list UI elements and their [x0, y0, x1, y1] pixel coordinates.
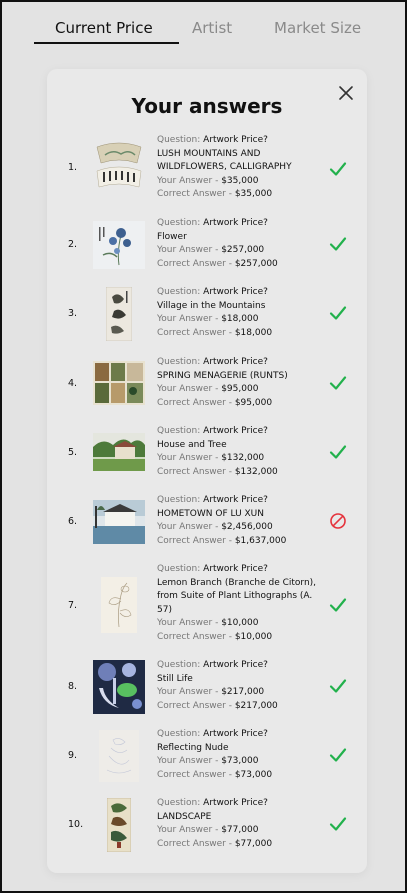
artwork-thumbnail [93, 221, 145, 269]
tab-market-size[interactable]: Market Size [274, 19, 362, 37]
artwork-title: Lemon Branch (Branche de Citorn), from Suite of Plant Lithographs (A. 57) [157, 577, 317, 615]
correct-answer-label: Correct Answer - [157, 631, 235, 642]
correct-answer-label: Correct Answer - [157, 327, 235, 338]
answer-number: 4. [68, 378, 78, 389]
question-label: Question: [157, 426, 204, 436]
artwork-thumbnail [93, 141, 145, 193]
artwork-thumbnail [99, 730, 139, 782]
answer-number: 3. [68, 308, 78, 319]
artwork-thumbnail [107, 798, 131, 852]
question-label: Question: [157, 798, 204, 808]
checkmark-icon [329, 235, 347, 253]
correct-answer-value: $257,000 [234, 258, 278, 269]
correct-answer-label: Correct Answer - [157, 189, 235, 200]
your-answer-value: $77,000 [221, 825, 259, 836]
answer-number: 9. [68, 750, 78, 761]
tab-current-price[interactable]: Current Price [55, 19, 153, 37]
close-icon[interactable] [337, 84, 355, 102]
your-answer-label: Your Answer - [157, 756, 222, 767]
answer-number: 5. [68, 447, 78, 458]
modal-title: Your answers [131, 94, 283, 118]
answer-info [157, 563, 327, 645]
artwork-title: Village in the Mountains [157, 300, 266, 311]
correct-answer-value: $10,000 [234, 631, 273, 642]
correct-answer-value: $18,000 [234, 327, 273, 338]
your-answer-value: $2,456,000 [221, 522, 273, 533]
your-answer-value: $95,000 [221, 384, 259, 395]
correct-answer-value: $1,637,000 [234, 535, 287, 546]
your-answer-value: $217,000 [221, 687, 265, 698]
artwork-thumbnail [93, 660, 145, 714]
correct-answer-value: $35,000 [234, 189, 273, 200]
answer-number: 2. [68, 239, 78, 250]
checkmark-icon [329, 160, 347, 178]
artwork-thumbnail [93, 500, 145, 544]
question-label: Question: [157, 660, 204, 670]
correct-answer-label: Correct Answer - [157, 535, 235, 546]
your-answer-value: $257,000 [221, 245, 265, 256]
your-answer-label: Your Answer - [157, 175, 222, 186]
question-text: Artwork Price? [203, 287, 268, 297]
question-label: Question: [157, 218, 204, 228]
prohibited-icon [329, 512, 347, 530]
artwork-title: LUSH MOUNTAINS AND WILDFLOWERS, CALLIGRAPHY [157, 148, 292, 173]
question-label: Question: [157, 564, 204, 574]
question-label: Question: [157, 495, 204, 505]
checkmark-icon [329, 746, 347, 764]
artwork-title: LANDSCAPE [157, 811, 212, 822]
answer-number: 10. [68, 819, 84, 830]
question-text: Artwork Price? [203, 564, 268, 574]
answer-info [157, 356, 327, 410]
your-answer-label: Your Answer - [157, 384, 222, 395]
your-answer-label: Your Answer - [157, 522, 222, 533]
your-answer-label: Your Answer - [157, 314, 222, 325]
tab-bar [2, 2, 405, 46]
artwork-thumbnail [106, 287, 132, 341]
artwork-thumbnail [101, 577, 137, 633]
question-text: Artwork Price? [203, 729, 268, 739]
question-text: Artwork Price? [203, 218, 268, 228]
answer-info [157, 286, 327, 340]
checkmark-icon [329, 304, 347, 322]
question-text: Artwork Price? [203, 660, 268, 670]
your-answer-value: $10,000 [221, 618, 259, 629]
answer-info [157, 797, 327, 851]
your-answer-value: $73,000 [221, 756, 259, 767]
answer-info [157, 217, 327, 271]
answer-number: 8. [68, 681, 78, 692]
answer-number: 7. [68, 600, 78, 611]
correct-answer-value: $77,000 [234, 838, 273, 849]
correct-answer-value: $132,000 [234, 466, 278, 477]
question-label: Question: [157, 357, 204, 367]
your-answer-value: $35,000 [221, 175, 259, 186]
your-answer-label: Your Answer - [157, 245, 222, 256]
correct-answer-value: $95,000 [234, 397, 273, 408]
your-answer-label: Your Answer - [157, 687, 222, 698]
active-tab-indicator [34, 42, 179, 44]
answers-modal [47, 69, 367, 873]
your-answer-value: $18,000 [221, 314, 259, 325]
artwork-title: House and Tree [157, 439, 227, 450]
answer-number: 6. [68, 516, 78, 527]
artwork-title: HOMETOWN OF LU XUN [157, 508, 264, 519]
checkmark-icon [329, 815, 347, 833]
checkmark-icon [329, 596, 347, 614]
artwork-title: Reflecting Nude [157, 742, 229, 753]
answer-info [157, 728, 327, 782]
correct-answer-label: Correct Answer - [157, 838, 235, 849]
correct-answer-value: $217,000 [234, 700, 278, 711]
correct-answer-label: Correct Answer - [157, 397, 235, 408]
question-label: Question: [157, 729, 204, 739]
checkmark-icon [329, 374, 347, 392]
question-label: Question: [157, 287, 204, 297]
artwork-thumbnail [93, 361, 145, 405]
correct-answer-label: Correct Answer - [157, 769, 235, 780]
question-text: Artwork Price? [203, 357, 268, 367]
question-text: Artwork Price? [203, 426, 268, 436]
checkmark-icon [329, 677, 347, 695]
correct-answer-label: Correct Answer - [157, 258, 235, 269]
your-answer-label: Your Answer - [157, 825, 222, 836]
artwork-title: Flower [157, 231, 187, 242]
answer-info [157, 134, 327, 202]
artwork-title: SPRING MENAGERIE (RUNTS) [157, 370, 288, 381]
correct-answer-value: $73,000 [234, 769, 273, 780]
answer-info [157, 425, 327, 479]
your-answer-label: Your Answer - [157, 453, 222, 464]
question-text: Artwork Price? [203, 135, 268, 145]
question-text: Artwork Price? [203, 495, 268, 505]
artwork-thumbnail [93, 433, 145, 471]
question-label: Question: [157, 135, 204, 145]
answer-info [157, 494, 327, 548]
answer-number: 1. [68, 162, 78, 173]
question-text: Artwork Price? [203, 798, 268, 808]
tab-artist[interactable]: Artist [192, 19, 233, 37]
checkmark-icon [329, 443, 347, 461]
answer-info [157, 659, 327, 713]
your-answer-value: $132,000 [221, 453, 265, 464]
your-answer-label: Your Answer - [157, 618, 222, 629]
correct-answer-label: Correct Answer - [157, 466, 235, 477]
correct-answer-label: Correct Answer - [157, 700, 235, 711]
artwork-title: Still Life [157, 673, 193, 684]
